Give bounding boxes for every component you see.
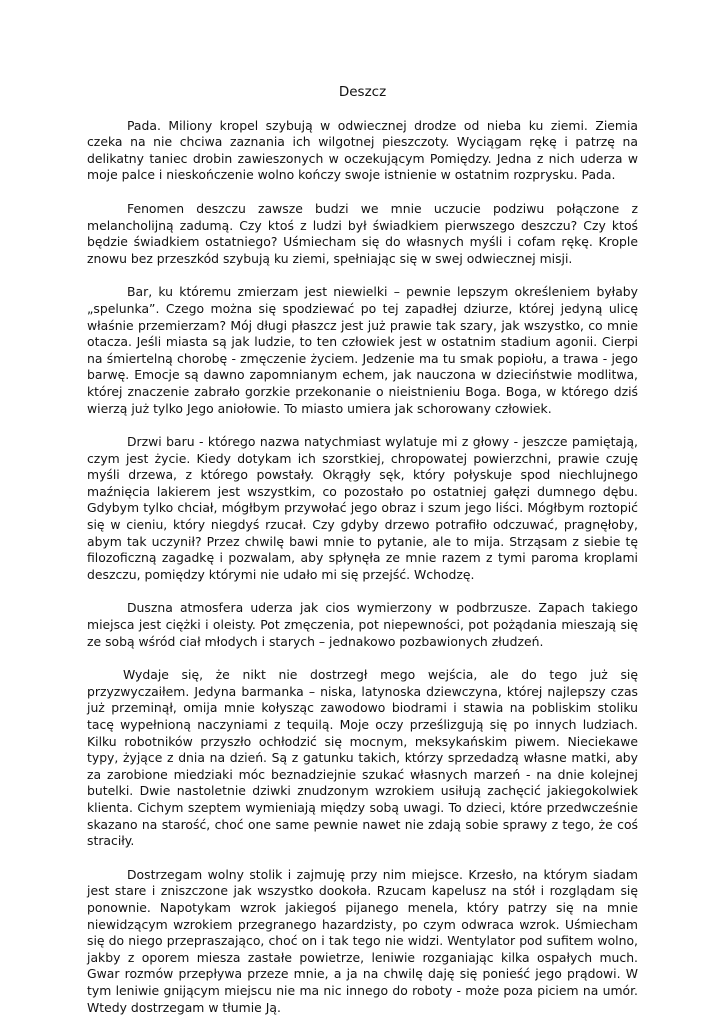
paragraph-7: Dostrzegam wolny stolik i zajmuję przy nim miejsce. Krzesło, na którym siadam jest stare i zniszczone jak wszystko dookoła. Rzucam kapelusz na stół i rozglądam się ponownie. Napotykam wzrok jakiegoś pijanego menela, który patrzy się na mnie niewidzącym wzrokiem przegranego hazardzisty, po czym odwraca wzrok. Uśmiecham się do niego przepraszająco, choć on i tak tego nie widzi. Wentylator pod sufitem wolno, jakby z oporem miesza zastałe powietrze, leniwie rozganiając kilka ospałych much. Gwar rozmów przepływa przeze mnie, a ja na chwilę daję się ponieść jego prądowi. W tym leniwie gnijącym miejscu nie ma nic innego do roboty - może poza piciem na umór. Wtedy dostrzegam w tłumie Ją.: [87, 866, 638, 1015]
document-page: [87, 84, 638, 1033]
paragraph-4: Drzwi baru - którego nazwa natychmiast wylatuje mi z głowy - jeszcze pamiętają, czym jest życie. Kiedy dotykam ich szorstkiej, chropowatej powierzchni, prawie czuję myśli drzewa, z którego powstały. Okrągły sęk, który połyskuje spod niechlujnego maźnięcia lakierem jest wszystkim, co pozostało po ostatniej gałęzi dumnego dębu. Gdybym tylko chciał, mógłbym przywołać jego obraz i szum jego liści. Mógłbym roztopić się w cieniu, który niegdyś rzucał. Czy gdyby drzewo potrafiło odczuwać, pragnęłoby, abym tak uczynił? Przez chwilę bawi mnie to pytanie, ale to mija. Strząsam z siebie tę filozoficzną zagadkę i pozwalam, aby spłynęła ze mnie razem z tymi paroma kroplami deszczu, pomiędzy którymi nie udało mi się przejść. Wchodzę.: [87, 434, 638, 582]
paragraph-1: Pada. Miliony kropel szybują w odwiecznej drodze od nieba ku ziemi. Ziemia czeka na nie chciwa zaznania ich wilgotnej pieszczoty. Wyciągam rękę i patrzę na delikatny taniec drobin zawieszonych w oczekującym Pomiędzy. Jedna z nich uderza w moje palce i nieskończenie wolno kończy swoje istnienie w ostatnim rozprysku. Pada.: [87, 117, 638, 183]
paragraph-6: Wydaje się, że nikt nie dostrzegł mego wejścia, ale do tego już się przyzwyczaiłem. Jedyna barmanka – niska, latynoska dziewczyna, której najlepszy czas już przeminął, omija mnie kołysząc zawodowo biodrami i stawia na pobliskim stoliku tacę wypełnioną naczyniami z tequilą. Moje oczy prześlizgują się po innych ludziach. Kilku robotników przyszło ochłodzić się mocnym, meksykańskim piwem. Nieciekawe typy, żyjące z dnia na dzień. Są z gatunku takich, którzy sprzedadzą własne matki, aby za zarobione miedziaki móc beznadziejnie szukać własnych marzeń - na dnie kolejnej butelki. Dwie nastoletnie dziwki znudzonym wzrokiem usiłują zachęcić jakiegokolwiek klienta. Cichym szeptem wymieniają między sobą uwagi. To dzieci, które przedwcześnie skazano na starość, choć one same pewnie nawet nie zdają sobie sprawy z tego, że coś straciły.: [87, 667, 638, 849]
paragraph-2: Fenomen deszczu zawsze budzi we mnie uczucie podziwu połączone z melancholijną zadumą. Czy ktoś z ludzi był świadkiem pierwszego deszczu? Czy ktoś będzie świadkiem ostatniego? Uśmiecham się do własnych myśli i cofam rękę. Krople znowu bez przeszkód szybują ku ziemi, spełniając się w swej odwiecznej misji.: [87, 200, 638, 266]
paragraph-5: Duszna atmosfera uderza jak cios wymierzony w podbrzusze. Zapach takiego miejsca jest ciężki i oleisty. Pot zmęczenia, pot niepewności, pot pożądania mieszają się ze sobą wśród ciał młodych i starych – jednakowo pozbawionych złudzeń.: [87, 600, 638, 649]
paragraph-3: Bar, ku któremu zmierzam jest niewielki – pewnie lepszym określeniem byłaby „spelunka”. Czego można się spodziewać po tej zapadłej dziurze, której jedyną ulicę właśnie przemierzam? Mój długi płaszcz jest już prawie tak szary, jak wszystko, co mnie otacza. Jeśli miasta są jak ludzie, to ten człowiek jest w ostatnim stadium agonii. Cierpi na śmiertelną chorobę - zmęczenie życiem. Jedzenie ma tu smak popiołu, a trawa - jego barwę. Emocje są dawno zapomnianym echem, jak nauczona w dzieciństwie modlitwa, której znaczenie zabrało gorzkie przekonanie o nieistnieniu Boga. Boga, w którego dziś wierzą już tylko Jego aniołowie. To miasto umiera jak schorowany człowiek.: [87, 284, 638, 416]
document-title: Deszcz: [338, 84, 387, 100]
